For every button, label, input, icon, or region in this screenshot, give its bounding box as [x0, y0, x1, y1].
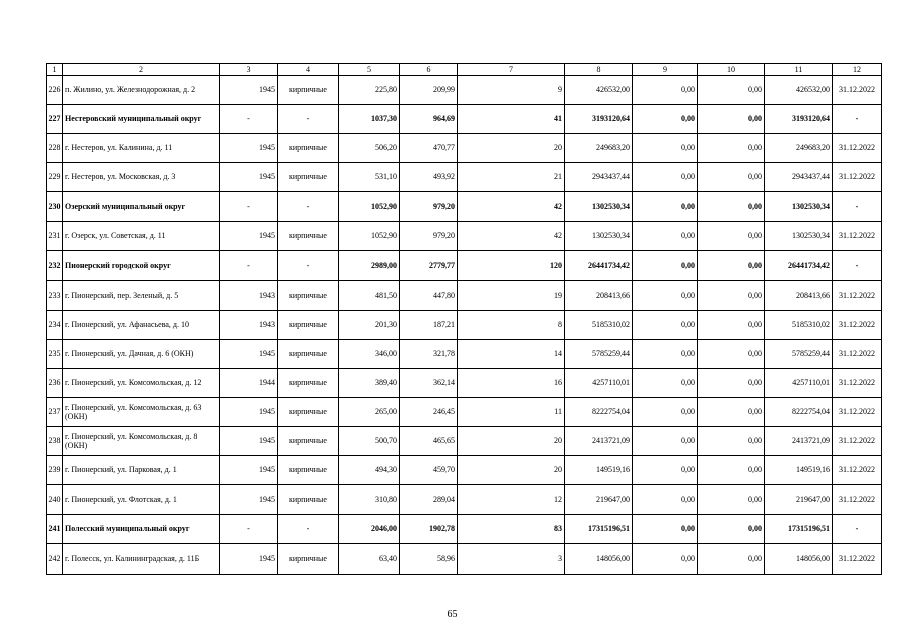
cost-col9-cell: 0,00 [633, 340, 698, 369]
cost-col9-cell: 0,00 [633, 163, 698, 192]
cost-total-cell: 8222754,04 [565, 398, 633, 427]
residents-cell: 42 [458, 192, 565, 222]
cost-col10-cell: 0,00 [698, 163, 765, 192]
area-total-cell: 494,30 [339, 456, 400, 485]
row-number: 226 [47, 76, 63, 105]
column-number-header: 1 [47, 64, 63, 76]
row-number: 230 [47, 192, 63, 222]
cost-col9-cell: 0,00 [633, 281, 698, 311]
table-row [47, 134, 882, 163]
cost-col9-cell: 0,00 [633, 192, 698, 222]
residents-cell: 83 [458, 515, 565, 544]
year-cell: 1945 [220, 222, 278, 251]
cost-total-cell: 219647,00 [565, 485, 633, 515]
material-cell: кирпичные [278, 134, 339, 163]
area-total-cell: 500,70 [339, 427, 400, 456]
deadline-cell: - [833, 515, 882, 544]
year-cell: 1945 [220, 427, 278, 456]
material-cell: кирпичные [278, 311, 339, 340]
column-number-header: 7 [458, 64, 565, 76]
subtotal-row [47, 251, 882, 281]
deadline-cell: - [833, 105, 882, 134]
address-cell: г. Пионерский, ул. Флотская, д. 1 [63, 485, 220, 515]
residents-cell: 19 [458, 281, 565, 311]
cost-col9-cell: 0,00 [633, 398, 698, 427]
year-cell: 1945 [220, 76, 278, 105]
table-body [47, 64, 882, 575]
column-number-header-row [47, 64, 882, 76]
row-number: 232 [47, 251, 63, 281]
cost-col9-cell: 0,00 [633, 515, 698, 544]
material-cell: кирпичные [278, 485, 339, 515]
material-cell: - [278, 251, 339, 281]
cost-col11-cell: 249683,20 [765, 134, 833, 163]
table-row [47, 369, 882, 398]
cost-col10-cell: 0,00 [698, 192, 765, 222]
material-cell: кирпичные [278, 163, 339, 192]
cost-total-cell: 426532,00 [565, 76, 633, 105]
area-living-cell: 187,21 [400, 311, 458, 340]
cost-total-cell: 4257110,01 [565, 369, 633, 398]
subtotal-row [47, 515, 882, 544]
area-total-cell: 201,30 [339, 311, 400, 340]
cost-total-cell: 1302530,34 [565, 192, 633, 222]
cost-col11-cell: 1302530,34 [765, 222, 833, 251]
cost-col11-cell: 2943437,44 [765, 163, 833, 192]
cost-col9-cell: 0,00 [633, 134, 698, 163]
residents-cell: 20 [458, 134, 565, 163]
area-total-cell: 531,10 [339, 163, 400, 192]
area-total-cell: 63,40 [339, 544, 400, 575]
cost-total-cell: 2943437,44 [565, 163, 633, 192]
year-cell: - [220, 192, 278, 222]
page-number: 65 [447, 609, 458, 620]
address-cell: г. Пионерский, ул. Афанасьева, д. 10 [63, 311, 220, 340]
address-cell: г. Нестеров, ул. Калинина, д. 11 [63, 134, 220, 163]
residents-cell: 11 [458, 398, 565, 427]
cost-col11-cell: 5785259,44 [765, 340, 833, 369]
area-living-cell: 246,45 [400, 398, 458, 427]
residents-cell: 14 [458, 340, 565, 369]
year-cell: 1945 [220, 544, 278, 575]
subtotal-row [47, 105, 882, 134]
address-cell: Полесский муниципальный округ [63, 515, 220, 544]
deadline-cell: 31.12.2022 [833, 456, 882, 485]
row-number: 231 [47, 222, 63, 251]
residents-cell: 20 [458, 456, 565, 485]
table-row [47, 340, 882, 369]
cost-col11-cell: 219647,00 [765, 485, 833, 515]
deadline-cell: 31.12.2022 [833, 398, 882, 427]
area-total-cell: 310,80 [339, 485, 400, 515]
address-cell: г. Пионерский, ул. Комсомольская, д. 12 [63, 369, 220, 398]
address-cell: Пионерский городской округ [63, 251, 220, 281]
cost-col10-cell: 0,00 [698, 105, 765, 134]
row-number: 233 [47, 281, 63, 311]
residents-cell: 21 [458, 163, 565, 192]
deadline-cell: - [833, 251, 882, 281]
table-row [47, 222, 882, 251]
table-row [47, 544, 882, 575]
cost-col11-cell: 1302530,34 [765, 192, 833, 222]
address-cell: г. Пионерский, ул. Комсомольская, д. 8 (ОКН) [63, 427, 220, 456]
cost-total-cell: 2413721,09 [565, 427, 633, 456]
subtotal-row [47, 192, 882, 222]
area-total-cell: 346,00 [339, 340, 400, 369]
cost-col10-cell: 0,00 [698, 515, 765, 544]
address-cell: п. Жилино, ул. Железнодорожная, д. 2 [63, 76, 220, 105]
area-living-cell: 979,20 [400, 222, 458, 251]
area-living-cell: 459,70 [400, 456, 458, 485]
cost-total-cell: 249683,20 [565, 134, 633, 163]
area-total-cell: 1037,30 [339, 105, 400, 134]
cost-col11-cell: 8222754,04 [765, 398, 833, 427]
cost-col9-cell: 0,00 [633, 485, 698, 515]
column-number-header: 4 [278, 64, 339, 76]
area-living-cell: 964,69 [400, 105, 458, 134]
year-cell: - [220, 251, 278, 281]
material-cell: кирпичные [278, 398, 339, 427]
cost-col11-cell: 208413,66 [765, 281, 833, 311]
row-number: 237 [47, 398, 63, 427]
cost-col9-cell: 0,00 [633, 456, 698, 485]
address-cell: г. Пионерский, пер. Зеленый, д. 5 [63, 281, 220, 311]
material-cell: кирпичные [278, 281, 339, 311]
material-cell: кирпичные [278, 76, 339, 105]
area-living-cell: 58,96 [400, 544, 458, 575]
cost-col11-cell: 149519,16 [765, 456, 833, 485]
address-cell: Озерский муниципальный округ [63, 192, 220, 222]
cost-col11-cell: 2413721,09 [765, 427, 833, 456]
cost-total-cell: 26441734,42 [565, 251, 633, 281]
year-cell: 1945 [220, 340, 278, 369]
residents-cell: 41 [458, 105, 565, 134]
residents-cell: 20 [458, 427, 565, 456]
address-cell: г. Пионерский, ул. Комсомольская, д. 63 (ОКН) [63, 398, 220, 427]
area-total-cell: 1052,90 [339, 192, 400, 222]
row-number: 235 [47, 340, 63, 369]
year-cell: - [220, 515, 278, 544]
deadline-cell: 31.12.2022 [833, 163, 882, 192]
material-cell: - [278, 515, 339, 544]
deadline-cell: - [833, 192, 882, 222]
column-number-header: 12 [833, 64, 882, 76]
column-number-header: 11 [765, 64, 833, 76]
cost-col9-cell: 0,00 [633, 105, 698, 134]
deadline-cell: 31.12.2022 [833, 311, 882, 340]
year-cell: 1945 [220, 134, 278, 163]
cost-total-cell: 5785259,44 [565, 340, 633, 369]
cost-col10-cell: 0,00 [698, 311, 765, 340]
year-cell: 1945 [220, 456, 278, 485]
area-living-cell: 1902,78 [400, 515, 458, 544]
column-number-header: 2 [63, 64, 220, 76]
cost-col10-cell: 0,00 [698, 340, 765, 369]
row-number: 238 [47, 427, 63, 456]
deadline-cell: 31.12.2022 [833, 340, 882, 369]
area-total-cell: 1052,90 [339, 222, 400, 251]
area-living-cell: 979,20 [400, 192, 458, 222]
cost-total-cell: 149519,16 [565, 456, 633, 485]
deadline-cell: 31.12.2022 [833, 222, 882, 251]
row-number: 240 [47, 485, 63, 515]
row-number: 236 [47, 369, 63, 398]
residents-cell: 9 [458, 76, 565, 105]
year-cell: 1943 [220, 281, 278, 311]
address-cell: Нестеровский муниципальный округ [63, 105, 220, 134]
table-row [47, 76, 882, 105]
year-cell: 1943 [220, 311, 278, 340]
residents-cell: 16 [458, 369, 565, 398]
material-cell: кирпичные [278, 222, 339, 251]
cost-col11-cell: 426532,00 [765, 76, 833, 105]
area-total-cell: 2989,00 [339, 251, 400, 281]
area-total-cell: 389,40 [339, 369, 400, 398]
row-number: 229 [47, 163, 63, 192]
material-cell: кирпичные [278, 427, 339, 456]
cost-total-cell: 1302530,34 [565, 222, 633, 251]
table-row [47, 311, 882, 340]
address-cell: г. Нестеров, ул. Московская, д. 3 [63, 163, 220, 192]
cost-col9-cell: 0,00 [633, 76, 698, 105]
deadline-cell: 31.12.2022 [833, 485, 882, 515]
material-cell: кирпичные [278, 544, 339, 575]
cost-total-cell: 5185310,02 [565, 311, 633, 340]
cost-col9-cell: 0,00 [633, 251, 698, 281]
area-total-cell: 481,50 [339, 281, 400, 311]
deadline-cell: 31.12.2022 [833, 134, 882, 163]
housing-register-table [46, 63, 882, 575]
cost-col10-cell: 0,00 [698, 398, 765, 427]
cost-col9-cell: 0,00 [633, 427, 698, 456]
area-living-cell: 2779,77 [400, 251, 458, 281]
area-total-cell: 2046,00 [339, 515, 400, 544]
cost-total-cell: 208413,66 [565, 281, 633, 311]
residents-cell: 8 [458, 311, 565, 340]
row-number: 242 [47, 544, 63, 575]
residents-cell: 42 [458, 222, 565, 251]
area-living-cell: 209,99 [400, 76, 458, 105]
cost-col11-cell: 3193120,64 [765, 105, 833, 134]
year-cell: 1944 [220, 369, 278, 398]
cost-col10-cell: 0,00 [698, 76, 765, 105]
cost-col10-cell: 0,00 [698, 456, 765, 485]
cost-total-cell: 148056,00 [565, 544, 633, 575]
deadline-cell: 31.12.2022 [833, 281, 882, 311]
cost-col10-cell: 0,00 [698, 369, 765, 398]
table-row [47, 456, 882, 485]
address-cell: г. Озерск, ул. Советская, д. 11 [63, 222, 220, 251]
area-living-cell: 465,65 [400, 427, 458, 456]
cost-col10-cell: 0,00 [698, 427, 765, 456]
row-number: 227 [47, 105, 63, 134]
cost-col11-cell: 5185310,02 [765, 311, 833, 340]
year-cell: 1945 [220, 485, 278, 515]
cost-col10-cell: 0,00 [698, 134, 765, 163]
address-cell: г. Пионерский, ул. Парковая, д. 1 [63, 456, 220, 485]
year-cell: 1945 [220, 163, 278, 192]
cost-col9-cell: 0,00 [633, 369, 698, 398]
area-living-cell: 493,92 [400, 163, 458, 192]
area-living-cell: 470,77 [400, 134, 458, 163]
area-living-cell: 289,04 [400, 485, 458, 515]
address-cell: г. Пионерский, ул. Дачная, д. 6 (ОКН) [63, 340, 220, 369]
cost-col9-cell: 0,00 [633, 311, 698, 340]
row-number: 228 [47, 134, 63, 163]
cost-col11-cell: 17315196,51 [765, 515, 833, 544]
column-number-header: 8 [565, 64, 633, 76]
cost-total-cell: 3193120,64 [565, 105, 633, 134]
residents-cell: 120 [458, 251, 565, 281]
cost-col11-cell: 4257110,01 [765, 369, 833, 398]
material-cell: кирпичные [278, 369, 339, 398]
residents-cell: 3 [458, 544, 565, 575]
column-number-header: 3 [220, 64, 278, 76]
material-cell: кирпичные [278, 456, 339, 485]
area-living-cell: 447,80 [400, 281, 458, 311]
deadline-cell: 31.12.2022 [833, 76, 882, 105]
year-cell: 1945 [220, 398, 278, 427]
row-number: 234 [47, 311, 63, 340]
material-cell: - [278, 105, 339, 134]
address-cell: г. Полесск, ул. Калининградская, д. 11Б [63, 544, 220, 575]
cost-col11-cell: 26441734,42 [765, 251, 833, 281]
area-living-cell: 321,78 [400, 340, 458, 369]
column-number-header: 6 [400, 64, 458, 76]
cost-col10-cell: 0,00 [698, 485, 765, 515]
material-cell: кирпичные [278, 340, 339, 369]
table-row [47, 163, 882, 192]
table-row [47, 427, 882, 456]
table-row [47, 281, 882, 311]
area-total-cell: 265,00 [339, 398, 400, 427]
cost-col11-cell: 148056,00 [765, 544, 833, 575]
area-total-cell: 225,80 [339, 76, 400, 105]
cost-col9-cell: 0,00 [633, 222, 698, 251]
cost-total-cell: 17315196,51 [565, 515, 633, 544]
row-number: 239 [47, 456, 63, 485]
cost-col10-cell: 0,00 [698, 281, 765, 311]
area-total-cell: 506,20 [339, 134, 400, 163]
column-number-header: 5 [339, 64, 400, 76]
cost-col10-cell: 0,00 [698, 222, 765, 251]
table-row [47, 485, 882, 515]
column-number-header: 9 [633, 64, 698, 76]
cost-col10-cell: 0,00 [698, 544, 765, 575]
cost-col9-cell: 0,00 [633, 544, 698, 575]
cost-col10-cell: 0,00 [698, 251, 765, 281]
deadline-cell: 31.12.2022 [833, 544, 882, 575]
column-number-header: 10 [698, 64, 765, 76]
table-row [47, 398, 882, 427]
year-cell: - [220, 105, 278, 134]
deadline-cell: 31.12.2022 [833, 369, 882, 398]
row-number: 241 [47, 515, 63, 544]
material-cell: - [278, 192, 339, 222]
deadline-cell: 31.12.2022 [833, 427, 882, 456]
residents-cell: 12 [458, 485, 565, 515]
area-living-cell: 362,14 [400, 369, 458, 398]
